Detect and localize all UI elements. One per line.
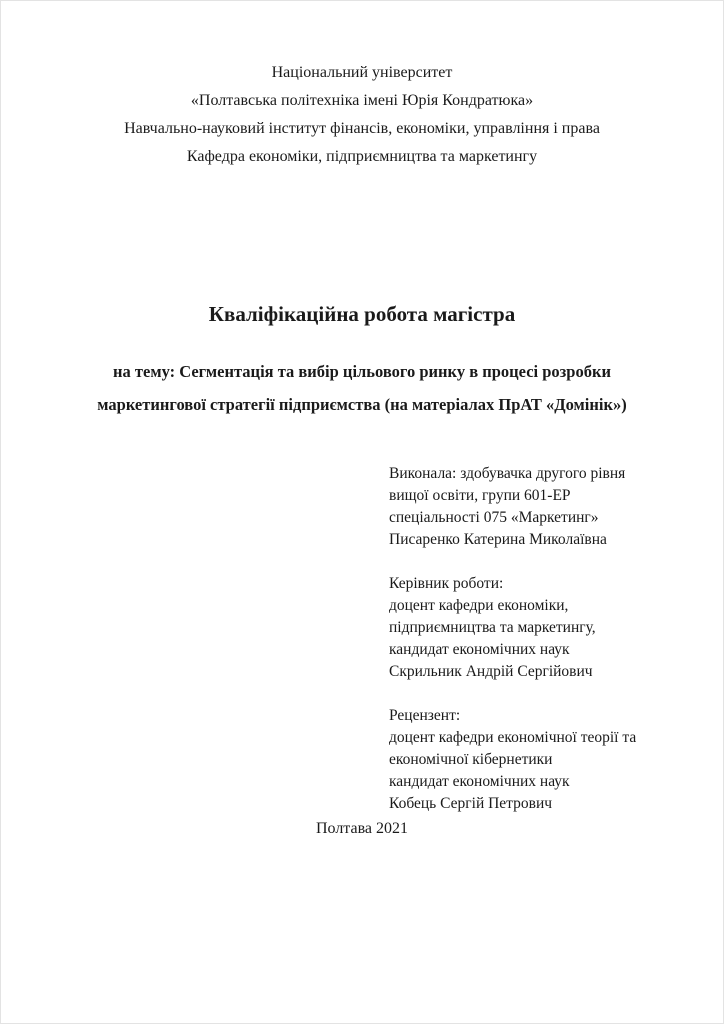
author-line: спеціальності 075 «Маркетинг» [389,509,599,526]
institute-name: Навчально-науковий інститут фінансів, економіки, управління і права [124,120,600,137]
reviewer-line: Кобець Сергій Петрович [389,795,553,812]
department-name: Кафедра економіки, підприємництва та маркетингу [186,148,538,165]
university-name-line2: «Полтавська політехніка імені Юрія Кондратюка» [190,92,534,109]
topic-line1: на тему: Сегментація та вибір цільового ринку в процесі розробки [113,362,611,381]
reviewer-line: кандидат економічних наук [389,773,570,790]
supervisor-line: доцент кафедри економіки, [389,597,569,614]
page-header [1,1,723,171]
reviewer-line: економічної кібернетики [389,751,553,768]
supervisor-block [389,573,723,683]
reviewer-line: Рецензент: [389,707,461,724]
supervisor-line: Скрильник Андрій Сергійович [389,663,593,680]
author-line: Виконала: здобувачка другого рівня [389,465,626,482]
reviewer-block [389,705,723,815]
topic-line2: маркетингової стратегії підприємства (на матеріалах ПрАТ «Домінік») [97,395,627,414]
author-block [389,463,723,551]
credentials-block [389,463,723,815]
university-name-line1: Національний університет [271,64,453,81]
supervisor-line: Керівник роботи: [389,575,504,592]
reviewer-line: доцент кафедри економічної теорії та [389,729,637,746]
supervisor-line: кандидат економічних наук [389,641,570,658]
city-year-footer: Полтава 2021 [315,820,409,837]
author-line: Писаренко Катерина Миколаївна [389,531,607,548]
author-line: вищої освіти, групи 601-ЕР [389,487,571,504]
topic-block [1,355,723,421]
supervisor-line: підприємництва та маркетингу, [389,619,596,636]
work-title: Кваліфікаційна робота магістра [208,302,516,326]
